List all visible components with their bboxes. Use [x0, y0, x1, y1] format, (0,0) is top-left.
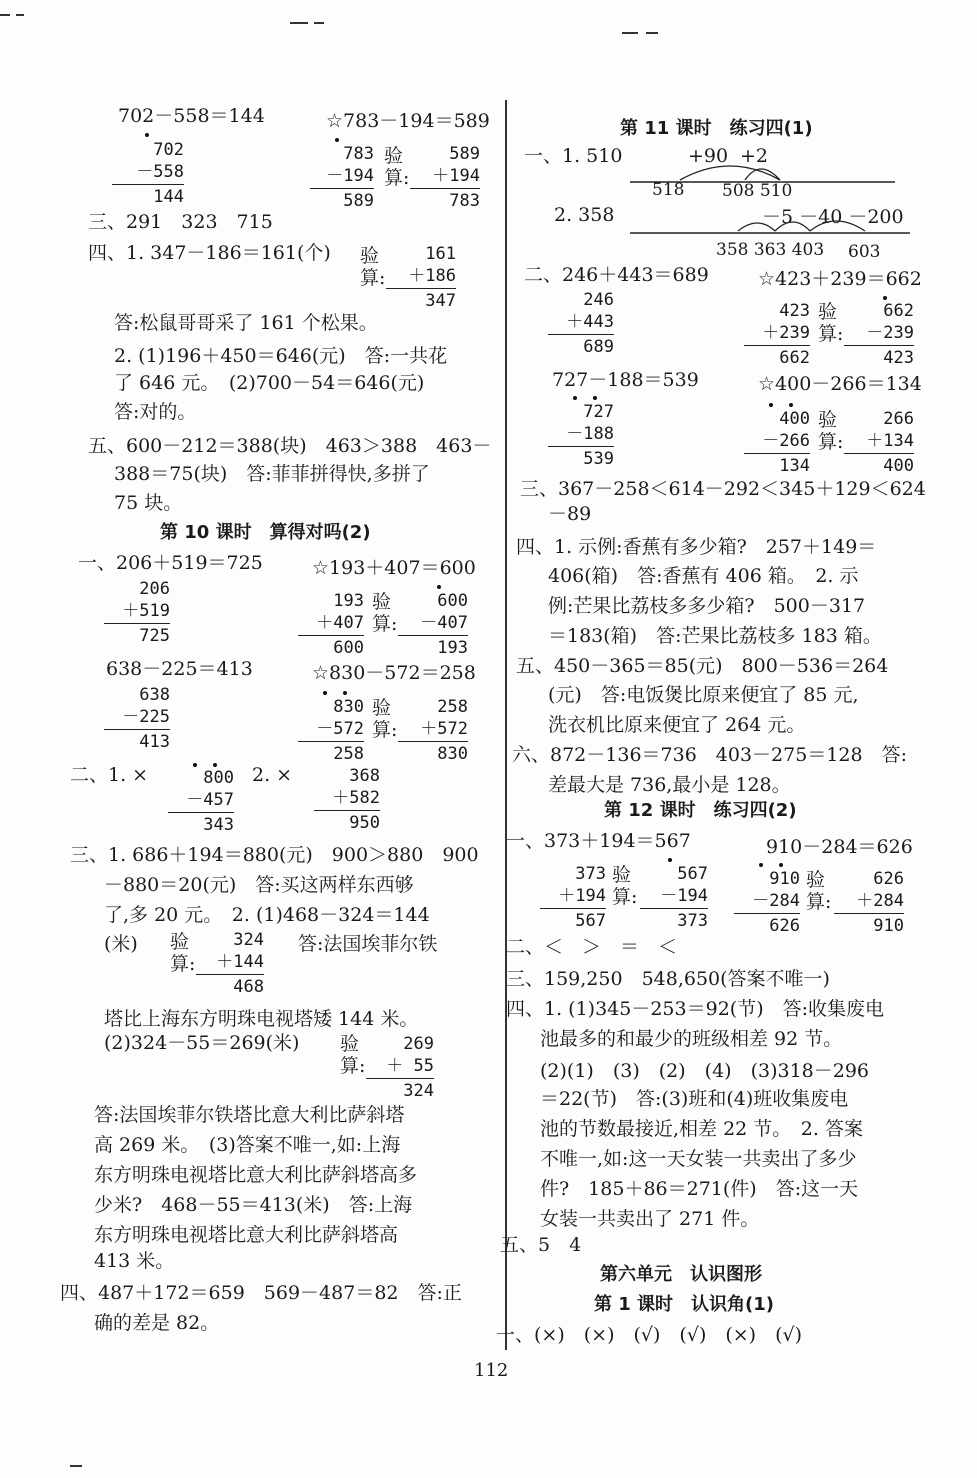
check-label: 验	[170, 931, 190, 953]
check-label: 算:	[806, 891, 832, 913]
check-label: 验	[806, 869, 826, 891]
equation: 二、246＋443＝689	[524, 264, 709, 286]
check-label: 验	[340, 1033, 360, 1055]
scan-mark	[0, 14, 10, 16]
answer-line: 差最大是 736,最小是 128。	[548, 774, 791, 796]
jump-label: －5 －40 －200	[762, 206, 904, 228]
equation: ☆830－572＝258	[312, 662, 476, 684]
check-label: 验	[372, 697, 392, 719]
answer-line: 三、159,250 548,650(答案不唯一)	[506, 968, 830, 990]
answer-line: －89	[548, 503, 592, 525]
answer-line: 件? 185＋86＝271(件) 答:这一天	[540, 1178, 859, 1200]
check-calc: 567 －194 373	[640, 863, 708, 932]
answer-line: 东方明珠电视塔比意大利比萨斜塔高多	[94, 1164, 418, 1186]
answer-line: 答:松鼠哥哥采了 161 个松果。	[114, 312, 378, 334]
check-label: 算:	[372, 613, 398, 635]
answer-line: 三、291 323 715	[88, 211, 273, 233]
equation: 638－225＝413	[106, 658, 253, 680]
check-calc: 266 ＋134 400	[844, 408, 914, 477]
answer-line: 三、1. 686＋194＝880(元) 900＞880 900	[70, 844, 479, 866]
vertical-calc: 193 ＋407 600	[298, 590, 364, 659]
scan-mark	[16, 14, 24, 16]
answer-line: 女装一共卖出了 271 件。	[540, 1208, 760, 1230]
check-label: 验	[360, 245, 380, 267]
answer-line: 五、450－365＝85(元) 800－536＝264	[516, 655, 889, 677]
answer-line: 2. (1)196＋450＝646(元) 答:一共花	[114, 345, 448, 367]
carry-dot	[573, 396, 577, 400]
equation: 一、206＋519＝725	[78, 552, 263, 574]
carry-dot	[769, 403, 773, 407]
carry-dot	[789, 403, 793, 407]
answer-line: 池的节数最接近,相差 22 节。 2. 答案	[540, 1118, 863, 1140]
answer-line: 五、600－212＝388(块) 463＞388 463－	[88, 435, 492, 457]
check-label: 算:	[384, 167, 410, 189]
answer-line: 洗衣机比原来便宜了 264 元。	[548, 714, 806, 736]
answer-line: 四、1. 示例:香蕉有多少箱? 257＋149＝	[516, 536, 877, 558]
equation: ☆193＋407＝600	[312, 557, 476, 579]
equation: ☆783－194＝589	[326, 110, 490, 132]
check-calc: 161 ＋186 347	[386, 243, 456, 312]
check-label: 验	[818, 301, 838, 323]
scan-mark	[646, 32, 658, 34]
answer-line: ＝22(节) 答:(3)班和(4)班收集废电	[540, 1088, 849, 1110]
check-calc: 589 ＋194 783	[410, 143, 480, 212]
carry-dot	[335, 138, 339, 142]
equation: ☆423＋239＝662	[758, 268, 922, 290]
answer-line: 例:芒果比荔枝多多少箱? 500－317	[548, 595, 866, 617]
check-label: 验	[612, 864, 632, 886]
check-label: 验	[818, 409, 838, 431]
answer-line: 了 646 元。 (2)700－54＝646(元)	[114, 372, 425, 394]
answer-line: 东方明珠电视塔比意大利比萨斜塔高	[94, 1224, 399, 1246]
scan-mark	[70, 1465, 82, 1467]
carry-dot	[593, 396, 597, 400]
answer-line: －880＝20(元) 答:买这两样东西够	[104, 874, 414, 896]
answer-line: 四、487＋172＝659 569－487＝82 答:正	[60, 1282, 462, 1304]
answer-line: 2. 358	[554, 204, 615, 226]
check-calc: 600 －407 193	[398, 590, 468, 659]
answer-line: 六、872－136＝736 403－275＝128 答:	[512, 744, 907, 766]
vertical-calc: 206 ＋519 725	[104, 578, 170, 647]
check-calc: 662 －239 423	[844, 300, 914, 369]
scan-mark	[314, 22, 324, 24]
equation: 727－188＝539	[552, 369, 699, 391]
equation: 702－558＝144	[118, 105, 265, 127]
vertical-calc: 800 －457 343	[168, 767, 234, 836]
answer-line: 答:法国埃菲尔铁塔比意大利比萨斜塔	[94, 1104, 405, 1126]
equation: 一、373＋194＝567	[506, 830, 691, 852]
answer-line: 高 269 米。 (3)答案不唯一,如:上海	[94, 1134, 401, 1156]
answer-line: 一、(×) (×) (√) (√) (×) (√)	[496, 1324, 803, 1346]
check-calc: 269 ＋ 55 324	[366, 1033, 434, 1102]
answer-line: 413 米。	[94, 1250, 175, 1272]
carry-dot	[883, 296, 887, 300]
answer-line: 二、1. ×	[70, 764, 149, 786]
answer-line: 二、＜ ＞ ＝ ＜	[506, 936, 678, 958]
carry-dot	[668, 858, 672, 862]
check-calc: 324 ＋144 468	[196, 929, 264, 998]
equation: ☆400－266＝134	[758, 373, 922, 395]
carry-dot	[437, 585, 441, 589]
answer-line: 不唯一,如:这一天女装一共卖出了多少	[540, 1148, 857, 1170]
answer-line: (2)(1) (3) (2) (4) (3)318－296	[540, 1060, 870, 1082]
check-label: 算:	[818, 431, 844, 453]
vertical-calc: 368 ＋582 950	[314, 765, 380, 834]
answer-line: 确的差是 82。	[94, 1312, 220, 1334]
answer-line: (米)	[104, 933, 138, 955]
check-label: 算:	[360, 267, 386, 289]
carry-dot	[343, 691, 347, 695]
vertical-calc: 246 ＋443 689	[548, 289, 614, 358]
answer-line: (2)324－55＝269(米)	[104, 1032, 300, 1054]
check-label: 算:	[170, 953, 196, 975]
lesson-heading: 第 11 课时 练习四(1)	[620, 118, 813, 139]
scan-mark	[622, 32, 638, 34]
answer-line: 五、5 4	[500, 1234, 582, 1256]
answer-line: (元) 答:电饭煲比原来便宜了 85 元,	[548, 684, 859, 706]
jump-label: +90	[688, 145, 729, 167]
answer-line: 75 块。	[114, 492, 183, 514]
check-label: 算:	[372, 719, 398, 741]
scan-mark	[290, 22, 308, 24]
lesson-heading: 第 1 课时 认识角(1)	[594, 1294, 775, 1315]
tick-label: 358 363 403	[716, 240, 825, 260]
check-label: 算:	[612, 886, 638, 908]
lesson-heading: 第 12 课时 练习四(2)	[604, 800, 797, 821]
vertical-calc: 702 －558 144	[112, 139, 184, 208]
carry-dot	[323, 691, 327, 695]
equation: 910－284＝626	[766, 836, 913, 858]
answer-line: 2. ×	[252, 764, 293, 786]
page-number: 112	[474, 1360, 509, 1381]
answer-line: 塔比上海东方明珠电视塔矮 144 米。	[104, 1008, 419, 1030]
answer-line: 四、1. 347－186＝161(个)	[88, 242, 331, 264]
carry-dot	[759, 863, 763, 867]
answer-line: 三、367－258＜614－292＜345＋129＜624	[520, 478, 926, 500]
check-label: 验	[372, 591, 392, 613]
vertical-calc: 373 ＋194 567	[540, 863, 606, 932]
answer-line: 406(箱) 答:香蕉有 406 箱。 2. 示	[548, 565, 859, 587]
vertical-calc: 400 －266 134	[744, 408, 810, 477]
answer-line: 一、1. 510	[524, 145, 623, 167]
vertical-calc: 830 －572 258	[298, 696, 364, 765]
check-calc: 258 ＋572 830	[398, 696, 468, 765]
vertical-calc: 727 －188 539	[548, 401, 614, 470]
answer-line: 少米? 468－55＝413(米) 答:上海	[94, 1194, 413, 1216]
answer-line: ＝183(箱) 答:芒果比荔枝多 183 箱。	[548, 625, 882, 647]
carry-dot	[145, 133, 149, 137]
unit-heading: 第六单元 认识图形	[600, 1264, 762, 1285]
answer-line: 388＝75(块) 答:菲菲拼得快,多拼了	[114, 463, 430, 485]
vertical-calc: 638 －225 413	[104, 684, 170, 753]
carry-dot	[213, 763, 217, 767]
jump-label: +2	[740, 145, 769, 167]
tick-label: 518	[652, 180, 685, 200]
tick-label: 603	[848, 242, 881, 262]
check-label: 算:	[340, 1055, 366, 1077]
column-divider	[505, 100, 507, 1350]
vertical-calc: 910 －284 626	[734, 868, 800, 937]
answer-line: 池最多的和最少的班级相差 92 节。	[540, 1028, 843, 1050]
answer-line: 答:对的。	[114, 401, 197, 423]
vertical-calc: 783 －194 589	[310, 143, 374, 212]
lesson-heading: 第 10 课时 算得对吗(2)	[160, 522, 371, 543]
check-label: 算:	[818, 323, 844, 345]
check-label: 验	[384, 145, 404, 167]
answer-line: 答:法国埃菲尔铁	[298, 933, 438, 955]
carry-dot	[779, 863, 783, 867]
answer-line: 四、1. (1)345－253＝92(节) 答:收集废电	[506, 998, 885, 1020]
tick-label: 508 510	[722, 181, 793, 201]
vertical-calc: 423 ＋239 662	[744, 300, 810, 369]
carry-dot	[193, 763, 197, 767]
answer-line: 了,多 20 元。 2. (1)468－324＝144	[104, 904, 430, 926]
check-calc: 626 ＋284 910	[834, 868, 904, 937]
